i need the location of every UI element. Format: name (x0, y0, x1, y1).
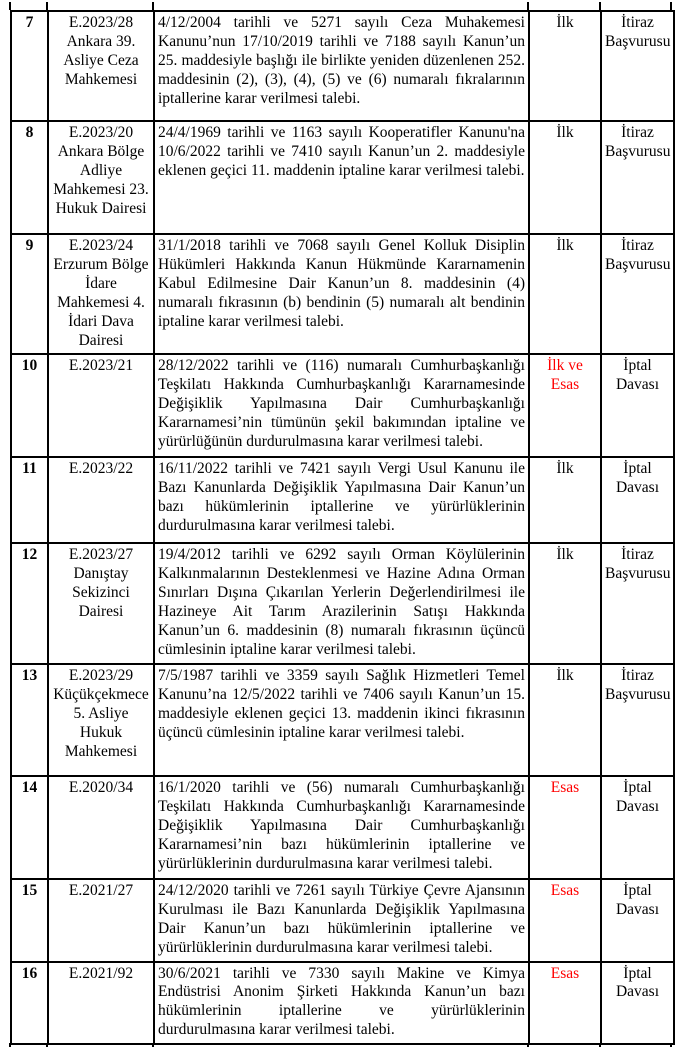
case-type-cell: İtiraz Başvurusu (601, 234, 674, 354)
border-stub (599, 1043, 601, 1047)
case-cell (48, 121, 154, 234)
case-cell (48, 962, 154, 1045)
case-number: E.2023/24 (68, 237, 134, 254)
row-number-cell: 12 (11, 543, 48, 663)
border-stub (152, 1043, 154, 1047)
row-number-cell: 11 (11, 457, 48, 543)
border-stub (670, 1043, 672, 1047)
table-row (11, 962, 674, 1045)
stage-cell: İlk (529, 11, 601, 121)
row-number-cell: 14 (11, 776, 48, 879)
court-name: Küçükçekmece 5. Asliye Hukuk Mahkemesi (53, 685, 149, 760)
case-cell (48, 234, 154, 354)
case-cell (48, 543, 154, 663)
row-number-cell: 13 (11, 664, 48, 776)
case-description: 19/4/2012 tarihli ve 6292 sayılı Orman Köylülerinin Kalkınmalarının Desteklenmesi ve Hazine Adına Orman Sınırları Dışına Çıkarılan Yerlerin Değerlendirilmesi ile Hazineye Ait Tarım Arazilerinin Satışı Hakkında Kanun’un 6. maddesinin (8) numaralı fıkrasının üçüncü cümlesinin iptaline karar verilmesi talebi. (154, 543, 529, 663)
stage-cell: İlk (529, 457, 601, 543)
case-description: 7/5/1987 tarihli ve 3359 sayılı Sağlık Hizmetleri Temel Kanunu’na 12/5/2022 tarihli ve 7406 sayılı Kanun’un 15. maddesiyle eklenen geçici 13. maddenin ikinci fıkrasının üçüncü cümlesinin iptaline karar verilmesi talebi. (154, 664, 529, 776)
case-description: 30/6/2021 tarihli ve 7330 sayılı Makine ve Kimya Endüstrisi Anonim Şirketi Hakkında Kanun’un bazı hükümlerinin iptallerine ve yürürlüklerinin durdurulmasına karar verilmesi talebi. (154, 962, 529, 1045)
table-row (11, 121, 674, 234)
border-stub (46, 2, 48, 10)
case-number: E.2023/29 (68, 666, 134, 684)
case-number: E.2023/28 (68, 14, 134, 31)
table-row (11, 543, 674, 663)
case-type-cell: İtiraz Başvurusu (601, 543, 674, 663)
row-number-cell: 9 (11, 234, 48, 354)
case-description: 16/1/2020 tarihli ve (56) numaralı Cumhurbaşkanlığı Teşkilatı Hakkında Cumhurbaşkanlığı Kararnamesinde Değişiklik Yapılmasına Dair Cumhurbaşkanlığı Kararnamesi’nin bazı hükümlerinin iptallerine ve yürürlüklerinin durdurulmasına karar verilmesi talebi. (154, 776, 529, 879)
case-type-cell: İptal Davası (601, 457, 674, 543)
stage-cell: Esas (529, 879, 601, 962)
row-number-cell: 16 (11, 962, 48, 1045)
case-table (10, 10, 675, 1045)
border-stub (527, 2, 529, 10)
row-number-cell: 8 (11, 121, 48, 234)
case-cell (48, 11, 154, 121)
court-name: Danıştay Sekizinci Dairesi (72, 565, 130, 621)
row-number-cell: 10 (11, 354, 48, 457)
table-row (11, 354, 674, 457)
case-number: E.2021/92 (68, 964, 134, 982)
row-number-cell: 7 (11, 11, 48, 121)
table-row (11, 664, 674, 776)
table-row (11, 234, 674, 354)
case-type-cell: İptal Davası (601, 354, 674, 457)
stage-cell: Esas (529, 776, 601, 879)
border-stub (9, 2, 11, 10)
case-cell (48, 879, 154, 962)
case-number: E.2023/27 (68, 546, 134, 564)
border-stub (152, 2, 154, 10)
case-description: 4/12/2004 tarihli ve 5271 sayılı Ceza Muhakemesi Kanunu’nun 17/10/2019 tarihli ve 7188 sayılı Kanun’un 25. maddesiyle başlığı ile birlikte yeniden düzenlenen 252. maddesinin (2), (3), (4), (5) ve (6) numaralı fıkralarının iptallerine karar verilmesi talebi. (154, 11, 529, 121)
case-description: 24/4/1969 tarihli ve 1163 sayılı Kooperatifler Kanunu'na 10/6/2022 tarihli ve 7410 sayılı Kanun’un 2. maddesiyle eklenen geçici 11. maddenin iptaline karar verilmesi talebi. (154, 121, 529, 234)
case-type-cell: İptal Davası (601, 962, 674, 1045)
table-row (11, 11, 674, 121)
border-stub (599, 2, 601, 10)
table-row (11, 776, 674, 879)
court-name: Ankara 39. Asliye Ceza Mahkemesi (63, 32, 139, 88)
stage-cell: İlk (529, 121, 601, 234)
case-number: E.2023/21 (68, 357, 134, 375)
court-name: Erzurum Bölge İdare Mahkemesi 4. İdari Dava Dairesi (53, 255, 149, 349)
court-name: Ankara Bölge Adliye Mahkemesi 23. Hukuk Dairesi (53, 142, 149, 217)
case-cell (48, 776, 154, 879)
case-number: E.2023/20 (68, 124, 134, 141)
case-type-cell: İptal Davası (601, 879, 674, 962)
stage-cell: İlk ve Esas (529, 354, 601, 457)
row-number-cell: 15 (11, 879, 48, 962)
stage-cell: Esas (529, 962, 601, 1045)
border-stub (527, 1043, 529, 1047)
case-cell (48, 457, 154, 543)
table-row (11, 457, 674, 543)
case-description: 28/12/2022 tarihli ve (116) numaralı Cumhurbaşkanlığı Teşkilatı Hakkında Cumhurbaşkanlığı Kararnamesinde Değişiklik Yapılmasına Dair Cumhurbaşkanlığı Kararnamesi’nin tümünün şekil bakımından iptaline ve yürürlüğünün durdurulmasına karar verilmesi talebi. (154, 354, 529, 457)
border-stub (46, 1043, 48, 1047)
border-stub (9, 1043, 11, 1047)
case-type-cell: İtiraz Başvurusu (601, 664, 674, 776)
table-row (11, 879, 674, 962)
case-number: E.2020/34 (68, 778, 134, 796)
case-description: 24/12/2020 tarihli ve 7261 sayılı Türkiye Çevre Ajansının Kurulması ile Bazı Kanunlarda Değişiklik Yapılmasına Dair Kanun’un bazı hükümlerinin iptallerine ve yürürlüklerinin durdurulmasına karar verilmesi talebi. (154, 879, 529, 962)
case-cell (48, 664, 154, 776)
case-number: E.2021/27 (68, 881, 134, 899)
case-type-cell: İtiraz Başvurusu (601, 11, 674, 121)
case-description: 16/11/2022 tarihli ve 7421 sayılı Vergi Usul Kanunu ile Bazı Kanunlarda Değişiklik Yapılmasına Dair Kanun’un bazı hükümlerinin iptallerine ve yürürlüklerinin durdurulmasına karar verilmesi talebi. (154, 457, 529, 543)
stage-cell: İlk (529, 664, 601, 776)
case-description: 31/1/2018 tarihli ve 7068 sayılı Genel Kolluk Disiplin Hükümleri Hakkında Kanun Hükmünde Kararnamenin Kabul Edilmesine Dair Kanun’un 8. maddesinin (4) numaralı fıkrasının (b) bendinin (5) numaralı alt bendinin iptaline karar verilmesi talebi. (154, 234, 529, 354)
case-type-cell: İtiraz Başvurusu (601, 121, 674, 234)
case-type-cell: İptal Davası (601, 776, 674, 879)
case-cell (48, 354, 154, 457)
stage-cell: İlk (529, 234, 601, 354)
border-stub (670, 2, 672, 10)
case-number: E.2023/22 (68, 460, 134, 478)
stage-cell: İlk (529, 543, 601, 663)
